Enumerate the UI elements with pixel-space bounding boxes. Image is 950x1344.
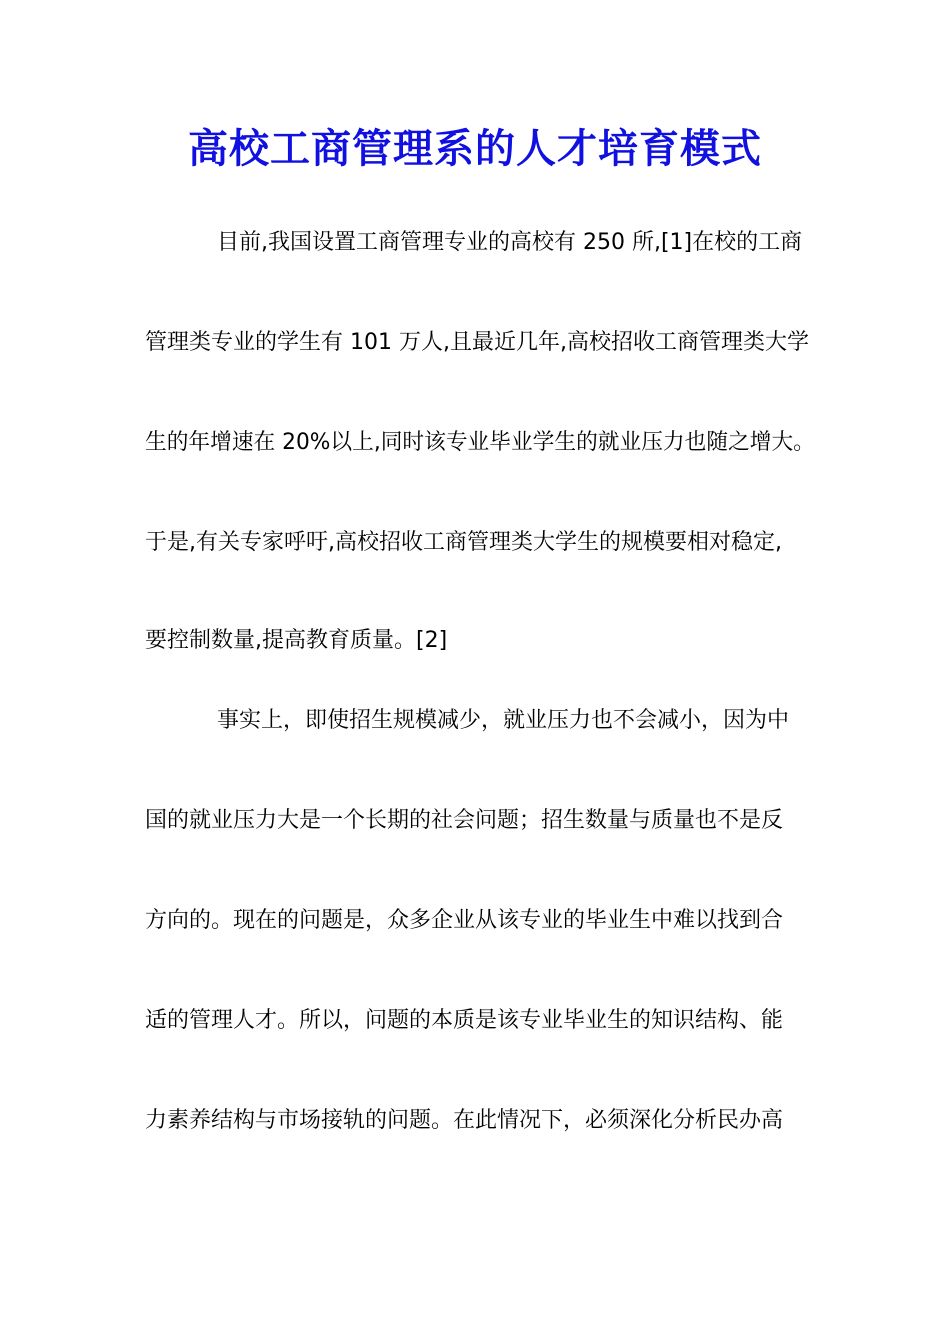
paragraph-line: 于是,有关专家呼吁,高校招收工商管理类大学生的规模要相对稳定, <box>145 530 782 555</box>
paragraph-line: 生的年增速在 20%以上,同时该专业毕业学生的就业压力也随之增大。 <box>145 430 815 455</box>
paragraph-line: 方向的。现在的问题是，众多企业从该专业的毕业生中难以找到合 <box>145 908 784 933</box>
paragraph-line: 管理类专业的学生有 101 万人,且最近几年,高校招收工商管理类大学 <box>145 330 809 355</box>
paragraph-line: 国的就业压力大是一个长期的社会问题；招生数量与质量也不是反 <box>145 808 784 833</box>
paragraph-line: 目前,我国设置工商管理专业的高校有 250 所,[1]在校的工商 <box>217 230 803 255</box>
paragraph-line: 事实上，即使招生规模减少，就业压力也不会减小，因为中 <box>217 708 790 733</box>
document-title: 高校工商管理系的人才培育模式 <box>188 125 762 172</box>
paragraph-line: 适的管理人才。所以，问题的本质是该专业毕业生的知识结构、能 <box>145 1008 784 1033</box>
paragraph-line: 力素养结构与市场接轨的问题。在此情况下，必须深化分析民办高 <box>145 1108 784 1133</box>
paragraph-line: 要控制数量,提高教育质量。[2] <box>145 628 448 653</box>
